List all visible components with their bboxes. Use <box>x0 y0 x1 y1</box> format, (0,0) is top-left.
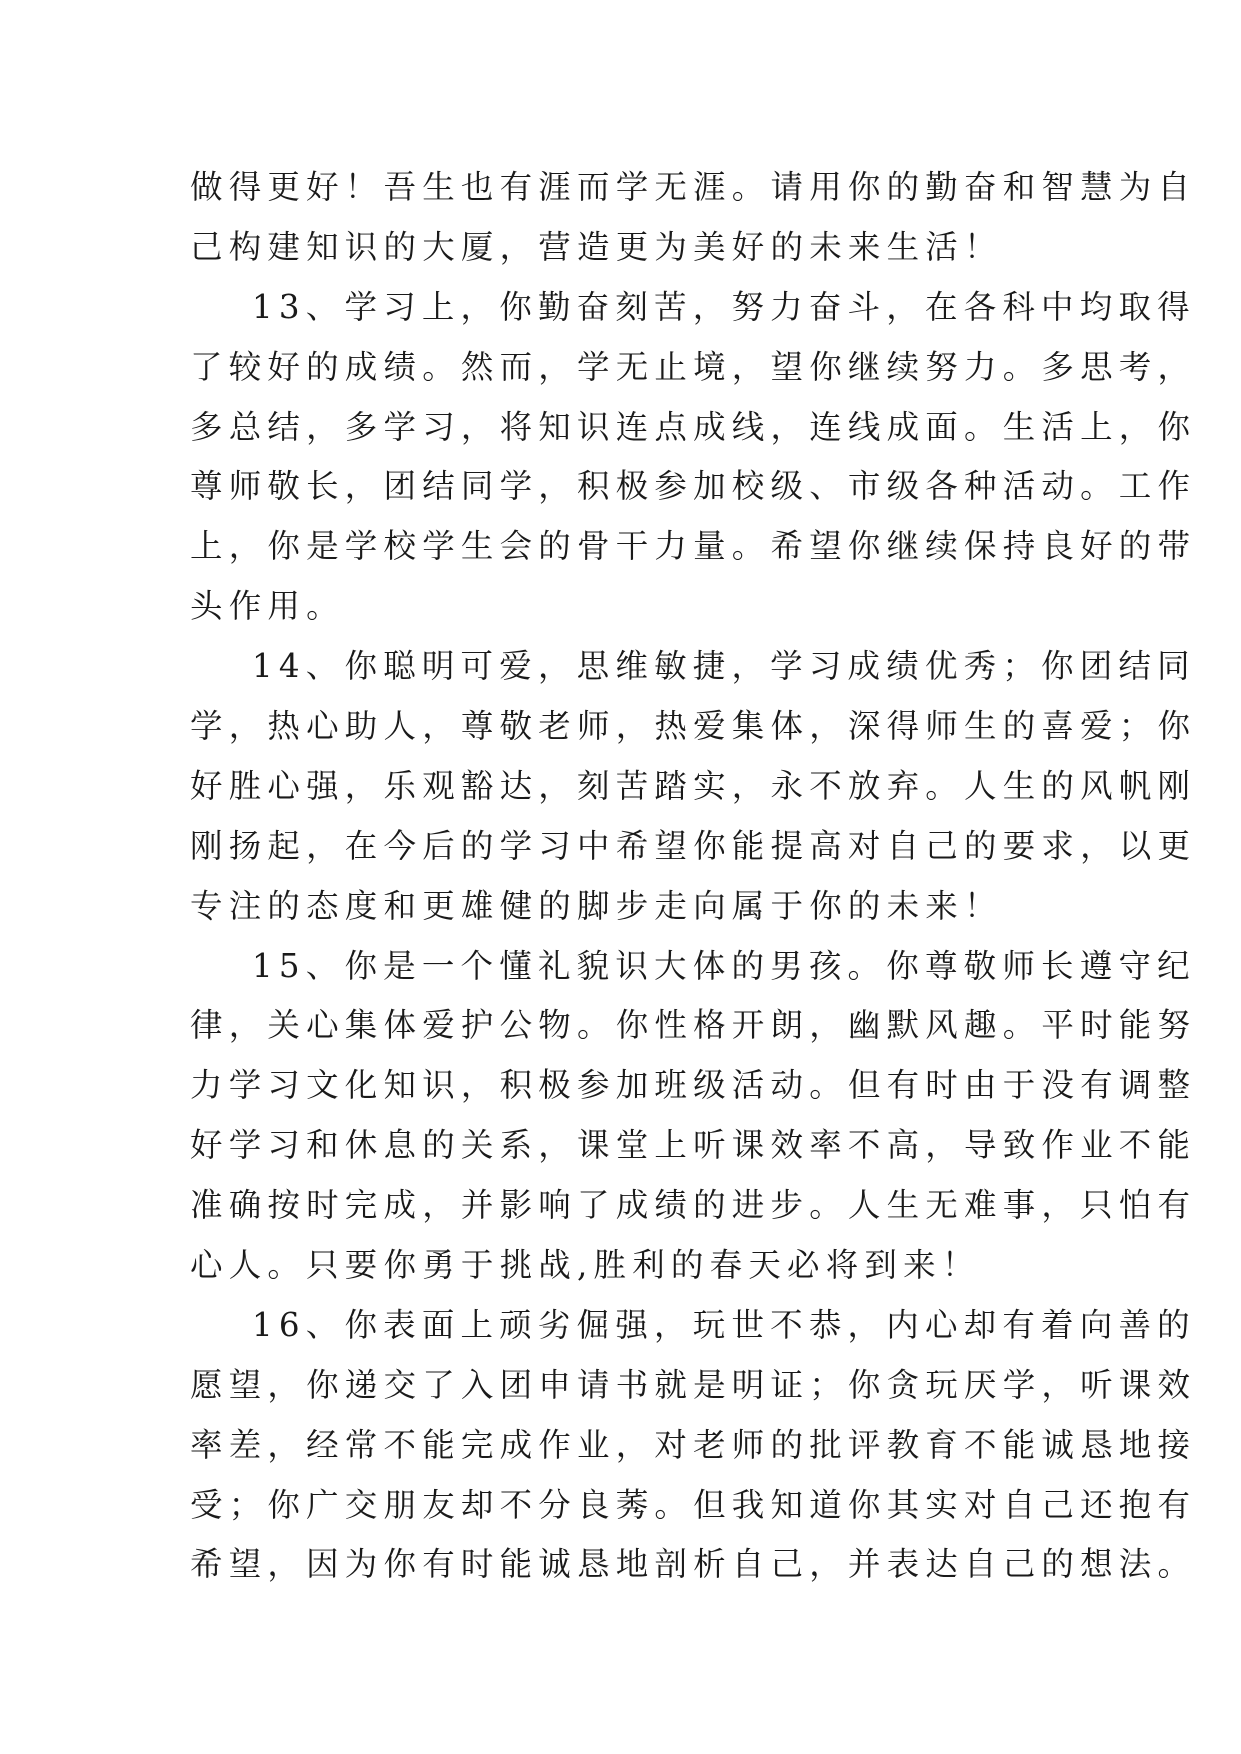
text-line: 好胜心强，乐观豁达，刻苦踏实，永不放弃。人生的风帆刚 <box>190 766 1197 805</box>
text-line: 多总结，多学习，将知识连点成线，连线成面。生活上，你 <box>190 407 1197 446</box>
text-line: 学，热心助人，尊敬老师，热爱集体，深得师生的喜爱；你 <box>190 707 1197 746</box>
text-line: 受；你广交朋友却不分良莠。但我知道你其实对自己还抱有 <box>190 1485 1197 1524</box>
text-line: 希望，因为你有时能诚恳地剖析自己，并表达自己的想法。 <box>190 1545 1197 1584</box>
text-line: 专注的态度和更雄健的脚步走向属于你的未来！ <box>190 886 1003 925</box>
text-line: 尊师敬长，团结同学，积极参加校级、市级各种活动。工作 <box>190 467 1197 506</box>
paragraph-13-start: 13、学习上，你勤奋刻苦，努力奋斗，在各科中均取得 <box>252 287 1196 326</box>
text-line: 率差，经常不能完成作业，对老师的批评教育不能诚恳地接 <box>190 1425 1197 1464</box>
text-line: 头作用。 <box>190 587 345 626</box>
text-line: 力学习文化知识，积极参加班级活动。但有时由于没有调整 <box>190 1066 1197 1105</box>
text-line: 愿望，你递交了入团申请书就是明证；你贪玩厌学，听课效 <box>190 1365 1197 1404</box>
text-line: 好学习和休息的关系，课堂上听课效率不高，导致作业不能 <box>190 1126 1197 1165</box>
paragraph-14-start: 14、你聪明可爱，思维敏捷，学习成绩优秀；你团结同 <box>252 647 1196 686</box>
text-line: 上，你是学校学生会的骨干力量。希望你继续保持良好的带 <box>190 527 1197 566</box>
paragraph-15-start: 15、你是一个懂礼貌识大体的男孩。你尊敬师长遵守纪 <box>252 946 1196 985</box>
text-line: 刚扬起，在今后的学习中希望你能提高对自己的要求，以更 <box>190 826 1197 865</box>
paragraph-16-start: 16、你表面上顽劣倔强，玩世不恭，内心却有着向善的 <box>252 1305 1196 1344</box>
text-line: 心人。只要你勇于挑战,胜利的春天必将到来！ <box>190 1246 981 1285</box>
text-line: 己构建知识的大厦，营造更为美好的未来生活！ <box>190 227 1003 266</box>
text-line: 做得更好！吾生也有涯而学无涯。请用你的勤奋和智慧为自 <box>190 168 1197 206</box>
text-line: 了较好的成绩。然而，学无止境，望你继续努力。多思考， <box>190 347 1197 386</box>
text-line: 律，关心集体爱护公物。你性格开朗，幽默风趣。平时能努 <box>190 1006 1197 1045</box>
body-text <box>190 158 1197 1595</box>
text-line: 准确按时完成，并影响了成绩的进步。人生无难事，只怕有 <box>190 1186 1197 1225</box>
